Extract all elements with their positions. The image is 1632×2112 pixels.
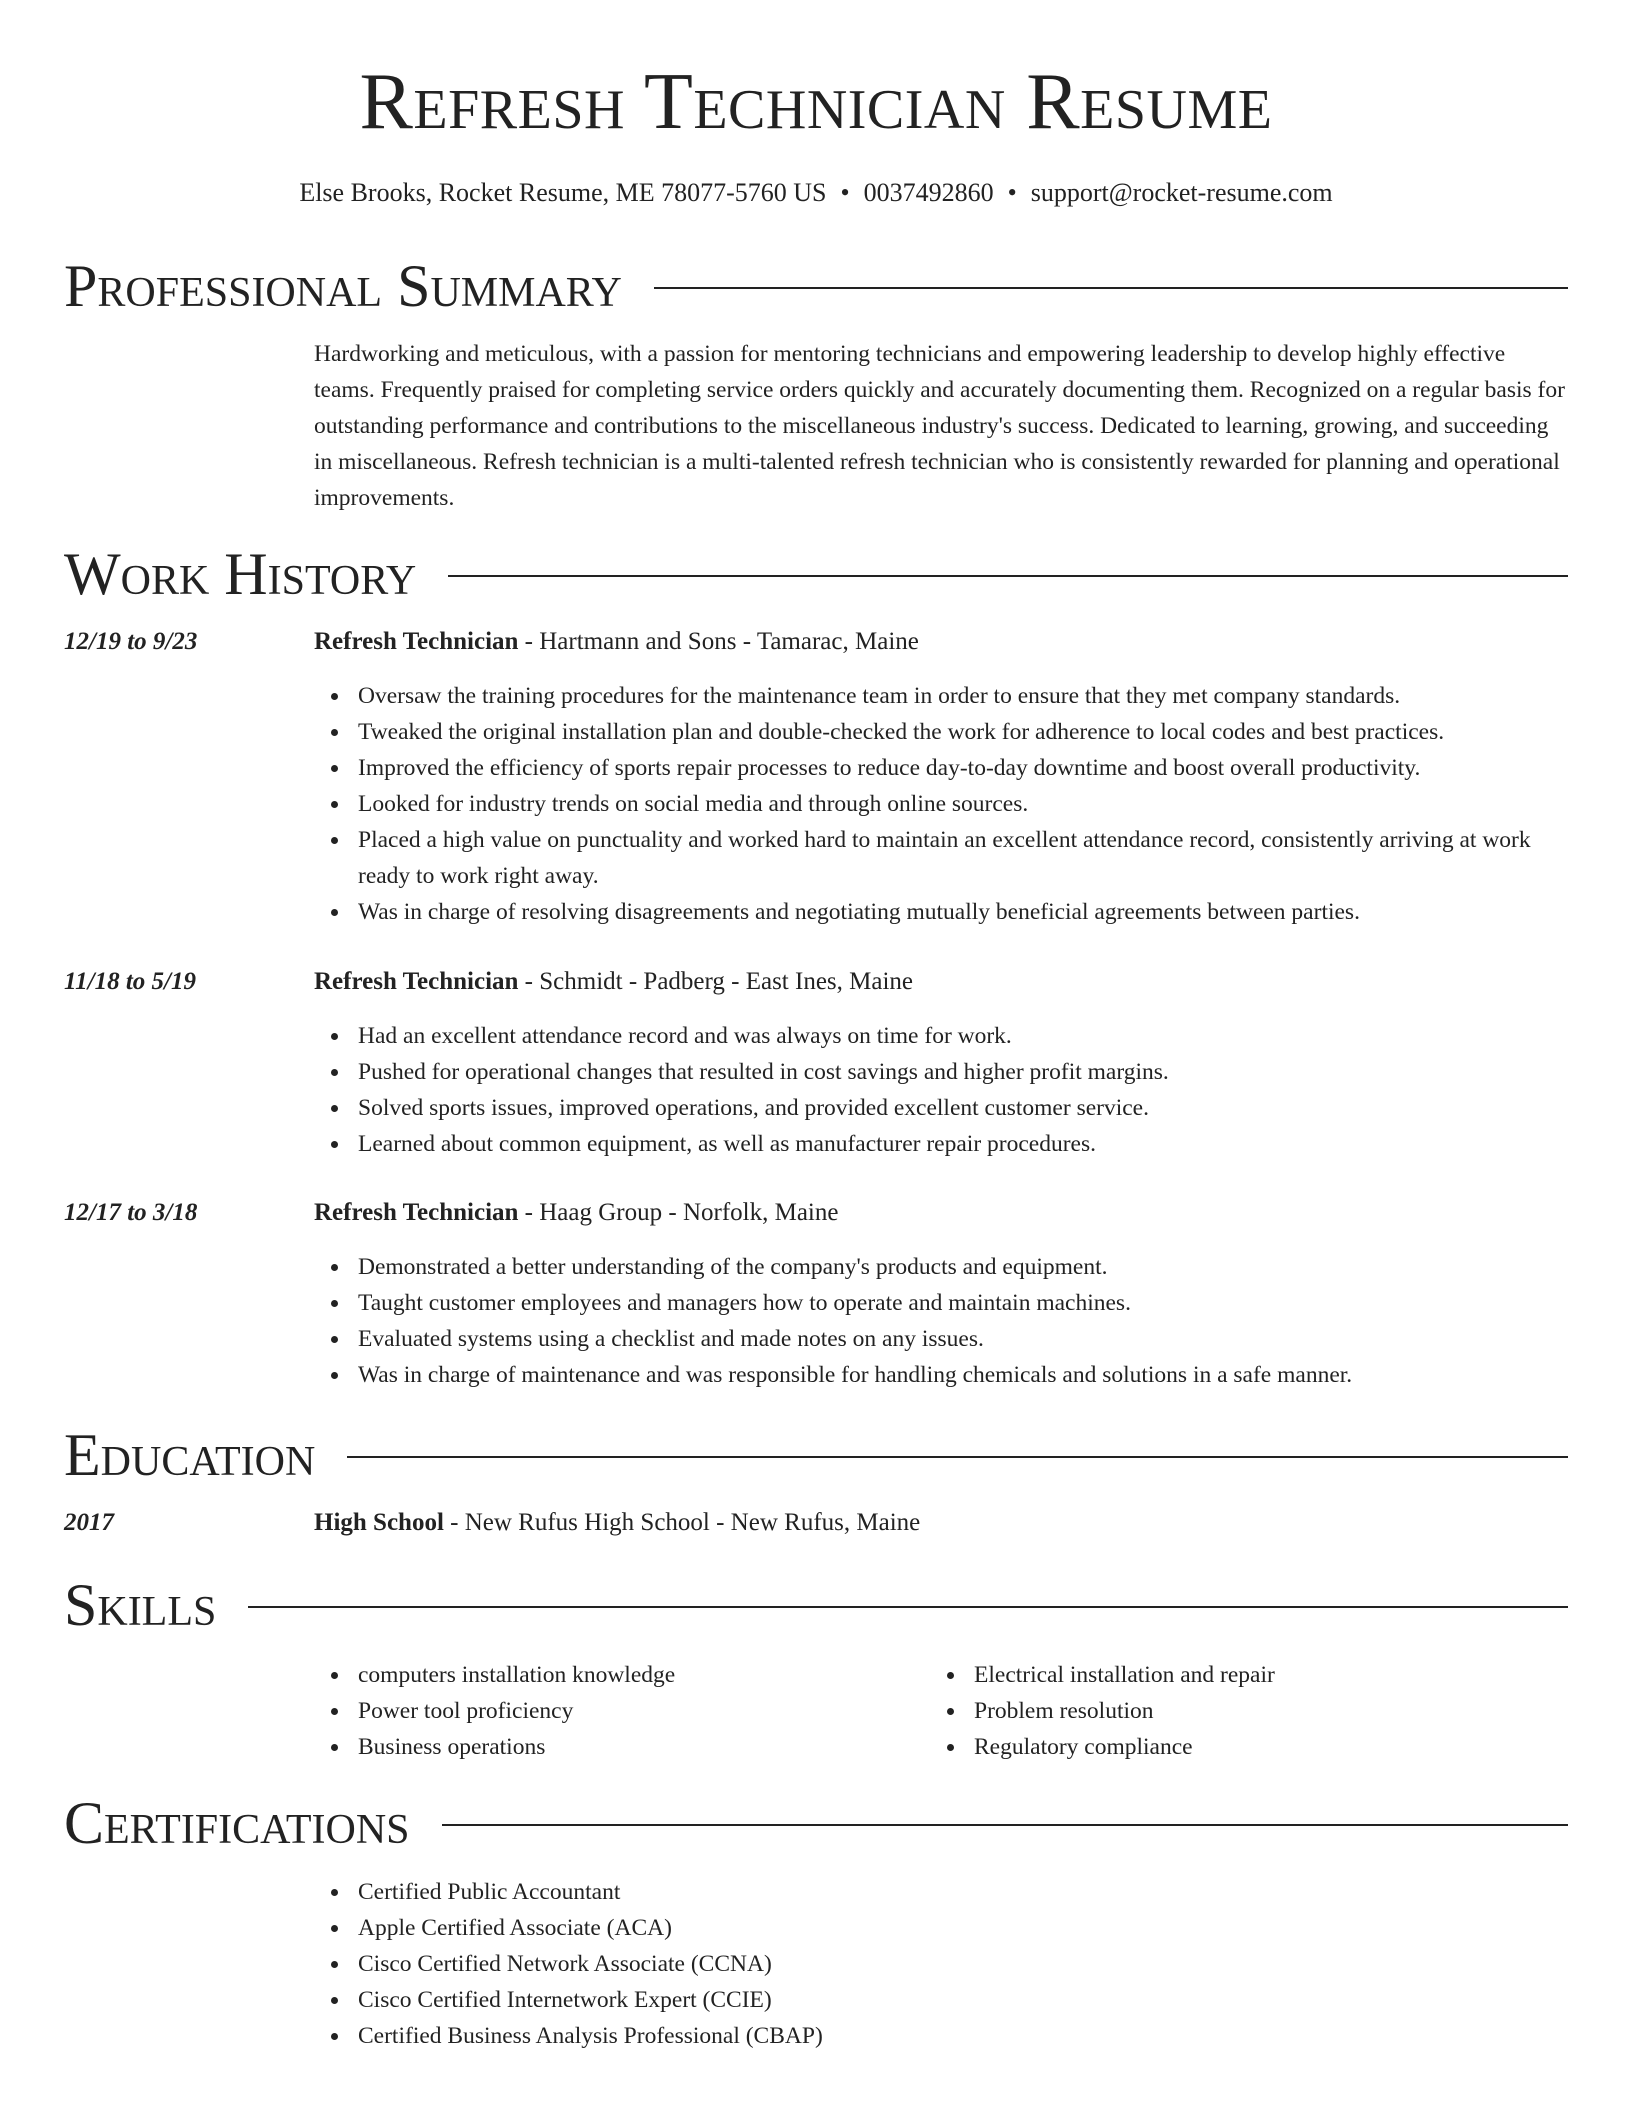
list-item: Learned about common equipment, as well as manufacturer repair procedures. (358, 1126, 1568, 1162)
job-entry (64, 968, 1568, 1162)
job-dates: 12/17 to 3/18 (64, 1199, 198, 1226)
contact-email: support@rocket-resume.com (1030, 178, 1333, 207)
list-item: Had an excellent attendance record and was always on time for work. (358, 1018, 1568, 1054)
section-title: Education (64, 1422, 316, 1488)
contact-line (64, 180, 1568, 206)
list-item: Oversaw the training procedures for the maintenance team in order to ensure that they met company standards. (358, 678, 1568, 714)
list-item: Demonstrated a better understanding of the company's products and equipment. (358, 1249, 1568, 1285)
section-divider (654, 287, 1568, 289)
job-title: Refresh Technician (314, 628, 519, 655)
section-divider (442, 1824, 1568, 1826)
list-item: Cisco Certified Internetwork Expert (CCIE) (358, 1982, 1568, 2018)
contact-separator: • (840, 178, 850, 207)
job-employer: - Schmidt - Padberg - East Ines, Maine (518, 968, 914, 995)
education-school: - New Rufus High School - New Rufus, Maine (443, 1509, 921, 1536)
certifications-list (64, 1874, 1568, 2054)
job-entry (64, 628, 1568, 930)
list-item: Electrical installation and repair (974, 1657, 1275, 1693)
job-bullets (314, 678, 1568, 930)
section-header-certifications (64, 1790, 1568, 1856)
job-title: Refresh Technician (314, 1199, 519, 1226)
list-item: Cisco Certified Network Associate (CCNA) (358, 1946, 1568, 1982)
list-item: Certified Business Analysis Professional (CBAP) (358, 2018, 1568, 2054)
section-title: Certifications (64, 1790, 410, 1856)
list-item: Solved sports issues, improved operations, and provided excellent customer service. (358, 1090, 1568, 1126)
list-item: Pushed for operational changes that resulted in cost savings and higher profit margins. (358, 1054, 1568, 1090)
list-item: Improved the efficiency of sports repair processes to reduce day-to-day downtime and boost overall productivity. (358, 750, 1568, 786)
list-item: Looked for industry trends on social media and through online sources. (358, 786, 1568, 822)
job-title: Refresh Technician (314, 968, 519, 995)
list-item: Problem resolution (974, 1693, 1275, 1729)
list-item: Business operations (358, 1729, 886, 1765)
section-title: Professional Summary (64, 253, 622, 319)
skills-list (64, 1657, 1568, 1765)
contact-address: Else Brooks, Rocket Resume, ME 78077-5760 US (299, 178, 827, 207)
education-degree: High School (314, 1509, 444, 1536)
job-dates: 12/19 to 9/23 (64, 628, 198, 655)
certifications-bullets (314, 1874, 1568, 2054)
list-item: Placed a high value on punctuality and worked hard to maintain an excellent attendance record, consistently arriving at work ready to work right away. (358, 822, 1568, 894)
contact-phone: 0037492860 (863, 178, 994, 207)
job-bullets (314, 1018, 1568, 1162)
list-item: Taught customer employees and managers how to operate and maintain machines. (358, 1285, 1568, 1321)
section-divider (448, 575, 1568, 577)
section-divider (248, 1606, 1568, 1608)
section-title: Work History (64, 541, 417, 607)
list-item: Apple Certified Associate (ACA) (358, 1910, 1568, 1946)
job-entry (64, 1199, 1568, 1393)
education-entry (64, 1509, 1568, 1537)
resume-title: Refresh Technician Resume (359, 58, 1273, 146)
education-date: 2017 (64, 1509, 114, 1536)
job-employer: - Haag Group - Norfolk, Maine (518, 1199, 839, 1226)
section-header-work-history (64, 541, 1568, 607)
job-dates: 11/18 to 5/19 (64, 968, 196, 995)
contact-separator: • (1007, 178, 1017, 207)
summary-text: Hardworking and meticulous, with a passion for mentoring technicians and empowering leadership to develop highly effective teams. Frequently praised for completing service orders quickly and accurately documenting them. Recognized on a regular basis for outstanding performance and contributions to the miscellaneous industry's success. Dedicated to learning, growing, and succeeding in miscellaneous. Refresh technician is a multi-talented refresh technician who is consistently rewarded for planning and operational improvements. (314, 341, 1565, 511)
list-item: Power tool proficiency (358, 1693, 886, 1729)
list-item: Was in charge of maintenance and was responsible for handling chemicals and solutions in a safe manner. (358, 1357, 1568, 1393)
list-item: Certified Public Accountant (358, 1874, 1568, 1910)
skills-column-left (314, 1657, 886, 1765)
job-bullets (314, 1249, 1568, 1393)
list-item: Was in charge of resolving disagreements and negotiating mutually beneficial agreements between parties. (358, 894, 1568, 930)
section-header-education (64, 1422, 1568, 1488)
section-header-summary (64, 253, 1568, 319)
section-title: Skills (64, 1572, 217, 1638)
section-divider (347, 1456, 1568, 1458)
list-item: computers installation knowledge (358, 1657, 886, 1693)
job-employer: - Hartmann and Sons - Tamarac, Maine (518, 628, 919, 655)
list-item: Tweaked the original installation plan and double-checked the work for adherence to local codes and best practices. (358, 714, 1568, 750)
list-item: Evaluated systems using a checklist and made notes on any issues. (358, 1321, 1568, 1357)
list-item: Regulatory compliance (974, 1729, 1275, 1765)
skills-column-right (930, 1657, 1275, 1765)
section-header-skills (64, 1572, 1568, 1638)
